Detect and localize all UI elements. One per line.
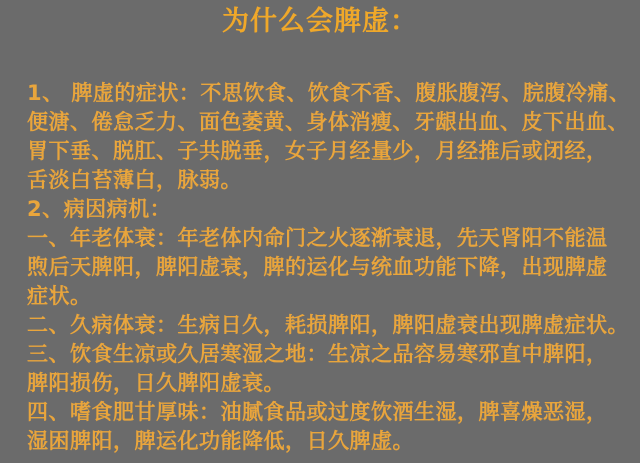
text-line-cause1-3: 症状。 xyxy=(27,284,92,308)
text-line-symptoms-1: 1、 脾虚的症状：不思饮食、饮食不香、腹胀腹泻、脘腹冷痛、 xyxy=(27,81,631,105)
text-line-cause1-1: 一、年老体衰：年老体内命门之火逐渐衰退，先天肾阳不能温 xyxy=(27,226,608,250)
text-line-cause4-2: 湿困脾阳，脾运化功能降低，日久脾虚。 xyxy=(27,429,414,453)
text-line-symptoms-3: 胃下垂、脱肛、子共脱垂，女子月经量少，月经推后或闭经， xyxy=(27,139,608,163)
text-line-symptoms-4: 舌淡白苔薄白，脉弱。 xyxy=(27,168,242,192)
text-line-cause3-2: 脾阳损伤，日久脾阳虚衰。 xyxy=(27,371,285,395)
text-line-cause3-1: 三、饮食生凉或久居寒湿之地：生凉之品容易寒邪直中脾阳， xyxy=(27,342,608,366)
text-line-cause4-1: 四、嗜食肥甘厚味：油腻食品或过度饮酒生湿，脾喜燥恶湿， xyxy=(27,400,608,424)
text-line-cause2: 二、久病体衰：生病日久，耗损脾阳，脾阳虚衰出现脾虚症状。 xyxy=(27,313,629,337)
page-title: 为什么会脾虚： xyxy=(222,6,418,37)
text-line-symptoms-2: 便溏、倦怠乏力、面色萎黄、身体消瘦、牙龈出血、皮下出血、 xyxy=(27,110,629,134)
text-line-pathogenesis-heading: 2、病因病机： xyxy=(27,197,172,221)
text-line-cause1-2: 煦后天脾阳，脾阳虚衰，脾的运化与统血功能下降，出现脾虚 xyxy=(27,255,608,279)
body-text xyxy=(27,79,631,456)
